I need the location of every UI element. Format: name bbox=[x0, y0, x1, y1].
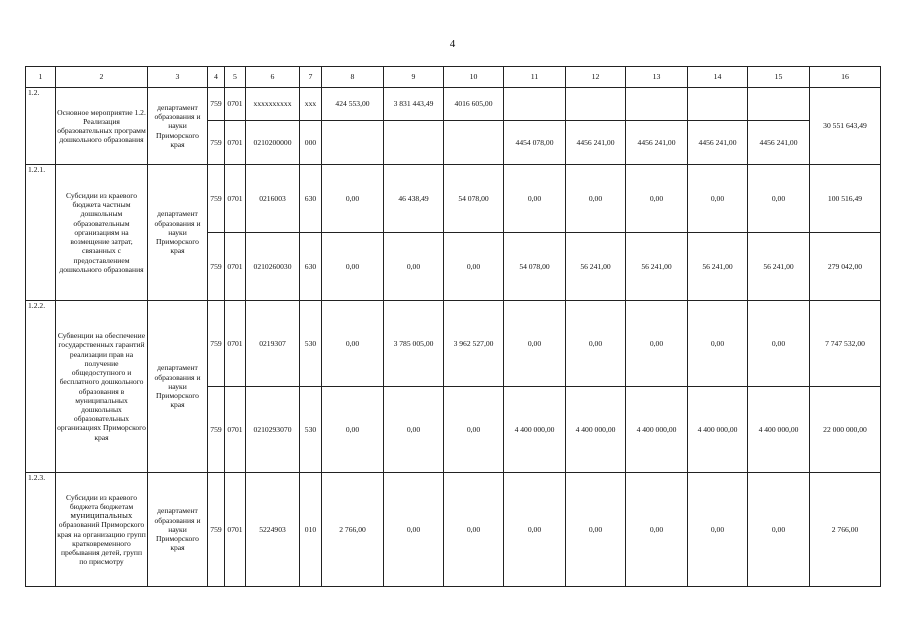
header-row bbox=[26, 67, 881, 88]
col-header: 10 bbox=[444, 67, 504, 88]
amount-cell: 0,00 bbox=[566, 473, 626, 587]
col-header: 1 bbox=[26, 67, 56, 88]
col-header: 2 bbox=[56, 67, 148, 88]
amount-cell: 0,00 bbox=[444, 473, 504, 587]
amount-cell bbox=[566, 88, 626, 121]
amount-cell: 4 400 000,00 bbox=[566, 387, 626, 473]
total-cell: 100 516,49 bbox=[810, 165, 881, 233]
table-row bbox=[26, 88, 881, 121]
amount-cell: 4454 078,00 bbox=[504, 121, 566, 165]
amount-cell: 0,00 bbox=[322, 165, 384, 233]
amount-cell: 0,00 bbox=[504, 473, 566, 587]
col-header: 3 bbox=[148, 67, 208, 88]
col-header: 13 bbox=[626, 67, 688, 88]
expense-type: 000 bbox=[300, 121, 322, 165]
target-article: 0210200000 bbox=[246, 121, 300, 165]
row-number: 1.2.3. bbox=[26, 473, 56, 587]
measure-name-part: Субсидии из краевого бюджета бюджетам bbox=[65, 492, 137, 511]
amount-cell: 0,00 bbox=[504, 301, 566, 387]
amount-cell: 4 400 000,00 bbox=[688, 387, 748, 473]
row-number: 1.2. bbox=[26, 88, 56, 165]
total-cell: 2 766,00 bbox=[810, 473, 881, 587]
measure-name: Основное мероприятие 1.2. Реализация образовательных программ дошкольного образования bbox=[56, 88, 148, 165]
amount-cell: 56 241,00 bbox=[748, 233, 810, 301]
amount-cell: 0,00 bbox=[322, 301, 384, 387]
amount-cell: 4 400 000,00 bbox=[626, 387, 688, 473]
total-cell: 7 747 532,00 bbox=[810, 301, 881, 387]
section-code: 0701 bbox=[225, 233, 246, 301]
section-code: 0701 bbox=[225, 121, 246, 165]
grbs-code: 759 bbox=[208, 233, 225, 301]
grbs-code: 759 bbox=[208, 301, 225, 387]
amount-cell bbox=[504, 88, 566, 121]
grbs-code: 759 bbox=[208, 121, 225, 165]
amount-cell: 54 078,00 bbox=[444, 165, 504, 233]
target-article: 0219307 bbox=[246, 301, 300, 387]
col-header: 15 bbox=[748, 67, 810, 88]
amount-cell: 3 831 443,49 bbox=[384, 88, 444, 121]
col-header: 12 bbox=[566, 67, 626, 88]
amount-cell bbox=[626, 88, 688, 121]
amount-cell: 0,00 bbox=[688, 165, 748, 233]
amount-cell bbox=[444, 121, 504, 165]
measure-name: Субвенции на обеспечение государственных гарантий реализации прав на получение общедоступного и бесплатного дошкольного образования в муниципальных дошкольных образовательных организациях Приморского края bbox=[56, 301, 148, 473]
amount-cell: 56 241,00 bbox=[626, 233, 688, 301]
amount-cell: 0,00 bbox=[322, 233, 384, 301]
expense-type: xxx bbox=[300, 88, 322, 121]
row-number: 1.2.2. bbox=[26, 301, 56, 473]
amount-cell: 2 766,00 bbox=[322, 473, 384, 587]
amount-cell: 0,00 bbox=[384, 387, 444, 473]
executor: департамент образования и науки Приморского края bbox=[148, 473, 208, 587]
grbs-code: 759 bbox=[208, 88, 225, 121]
table-row bbox=[26, 473, 881, 587]
page-number: 4 bbox=[449, 38, 456, 50]
expense-type: 630 bbox=[300, 165, 322, 233]
section-code: 0701 bbox=[225, 165, 246, 233]
amount-cell: 54 078,00 bbox=[504, 233, 566, 301]
target-article: 0216003 bbox=[246, 165, 300, 233]
amount-cell: 4 400 000,00 bbox=[504, 387, 566, 473]
col-header: 8 bbox=[322, 67, 384, 88]
col-header: 7 bbox=[300, 67, 322, 88]
col-header: 14 bbox=[688, 67, 748, 88]
expense-type: 010 bbox=[300, 473, 322, 587]
table-row bbox=[26, 301, 881, 387]
amount-cell: 0,00 bbox=[748, 165, 810, 233]
amount-cell: 3 962 527,00 bbox=[444, 301, 504, 387]
amount-cell: 0,00 bbox=[748, 301, 810, 387]
target-article: 5224903 bbox=[246, 473, 300, 587]
section-code: 0701 bbox=[225, 387, 246, 473]
amount-cell: 3 785 005,00 bbox=[384, 301, 444, 387]
grbs-code: 759 bbox=[208, 473, 225, 587]
section-code: 0701 bbox=[225, 473, 246, 587]
amount-cell: 4456 241,00 bbox=[748, 121, 810, 165]
amount-cell: 0,00 bbox=[626, 165, 688, 233]
budget-table bbox=[25, 66, 881, 587]
measure-name-part: муниципальных bbox=[70, 510, 133, 521]
section-code: 0701 bbox=[225, 88, 246, 121]
expense-type: 530 bbox=[300, 301, 322, 387]
amount-cell: 4456 241,00 bbox=[566, 121, 626, 165]
row-number: 1.2.1. bbox=[26, 165, 56, 301]
amount-cell: 0,00 bbox=[748, 473, 810, 587]
measure-name bbox=[56, 473, 148, 587]
target-article: xxxxxxxxxx bbox=[246, 88, 300, 121]
target-article: 0210260030 bbox=[246, 233, 300, 301]
executor: департамент образования и науки Приморского края bbox=[148, 301, 208, 473]
amount-cell bbox=[688, 88, 748, 121]
amount-cell: 4456 241,00 bbox=[626, 121, 688, 165]
total-cell: 279 042,00 bbox=[810, 233, 881, 301]
amount-cell: 56 241,00 bbox=[566, 233, 626, 301]
executor: департамент образования и науки Приморского края bbox=[148, 165, 208, 301]
amount-cell: 0,00 bbox=[566, 301, 626, 387]
amount-cell: 0,00 bbox=[384, 473, 444, 587]
amount-cell: 0,00 bbox=[322, 387, 384, 473]
total-cell: 30 551 643,49 bbox=[810, 88, 881, 165]
amount-cell: 0,00 bbox=[504, 165, 566, 233]
amount-cell: 0,00 bbox=[384, 233, 444, 301]
expense-type: 530 bbox=[300, 387, 322, 473]
col-header: 6 bbox=[246, 67, 300, 88]
amount-cell: 0,00 bbox=[566, 165, 626, 233]
amount-cell: 56 241,00 bbox=[688, 233, 748, 301]
amount-cell: 4 400 000,00 bbox=[748, 387, 810, 473]
amount-cell: 424 553,00 bbox=[322, 88, 384, 121]
measure-name: Субсидии из краевого бюджета частным дошкольным образовательным организациям на возмещение затрат, связанных с предоставлением дошкольного образования bbox=[56, 165, 148, 301]
amount-cell bbox=[748, 88, 810, 121]
col-header: 5 bbox=[225, 67, 246, 88]
amount-cell: 0,00 bbox=[688, 473, 748, 587]
amount-cell: 0,00 bbox=[444, 233, 504, 301]
table-row bbox=[26, 165, 881, 233]
amount-cell: 0,00 bbox=[444, 387, 504, 473]
col-header: 16 bbox=[810, 67, 881, 88]
amount-cell: 46 438,49 bbox=[384, 165, 444, 233]
total-cell: 22 000 000,00 bbox=[810, 387, 881, 473]
amount-cell: 0,00 bbox=[626, 301, 688, 387]
grbs-code: 759 bbox=[208, 387, 225, 473]
amount-cell: 0,00 bbox=[688, 301, 748, 387]
amount-cell: 0,00 bbox=[626, 473, 688, 587]
col-header: 9 bbox=[384, 67, 444, 88]
col-header: 11 bbox=[504, 67, 566, 88]
section-code: 0701 bbox=[225, 301, 246, 387]
amount-cell: 4016 605,00 bbox=[444, 88, 504, 121]
measure-name-part: образований Приморского края на организацию групп кратковременного пребывания детей, групп по присмотру bbox=[57, 520, 146, 567]
expense-type: 630 bbox=[300, 233, 322, 301]
amount-cell bbox=[384, 121, 444, 165]
executor: департамент образования и науки Приморского края bbox=[148, 88, 208, 165]
amount-cell: 4456 241,00 bbox=[688, 121, 748, 165]
amount-cell bbox=[322, 121, 384, 165]
target-article: 0210293070 bbox=[246, 387, 300, 473]
grbs-code: 759 bbox=[208, 165, 225, 233]
col-header: 4 bbox=[208, 67, 225, 88]
